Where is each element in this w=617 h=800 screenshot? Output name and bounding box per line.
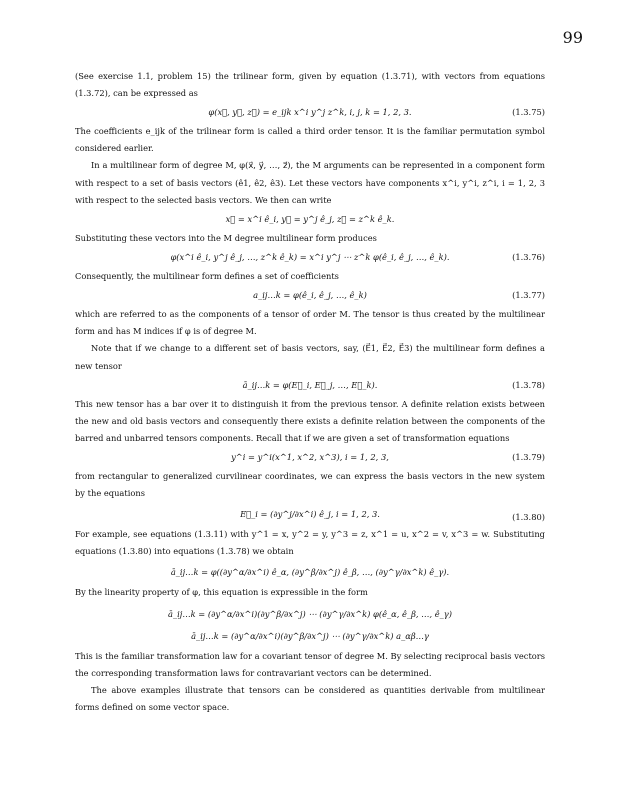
equation-linearity	[75, 604, 545, 624]
equation-1-3-76	[75, 249, 545, 266]
equation-text: ā_ij…k = φ((∂y^α/∂x^i) ê_α, (∂y^β/∂x^j) ê_β, …, (∂y^γ/∂x^k) ê_γ).	[170, 567, 450, 578]
equation-text: ā_ij…k = (∂y^α/∂x^i)(∂y^β/∂x^j) ⋯ (∂y^γ/∂x^k) a_αβ…γ	[191, 630, 429, 641]
equation-text: a_ij…k = φ(ê_i, ê_j, …, ê_k)	[253, 290, 367, 301]
paragraph-7: Note that if we change to a different set of basis vectors, say, (E⃗1, E⃗2, E⃗3) the multilinear form defines a new tensor	[75, 343, 545, 371]
paragraph-13: The above examples illustrate that tensors can be considered as quantities derivable from multilinear forms defined on some vector space.	[75, 684, 545, 712]
paragraph-11: By the linearity property of φ, this equation is expressible in the form	[75, 587, 368, 598]
equation-text: x⃗ = x^i ê_i, y⃗ = y^j ê_j, z⃗ = z^k ê_k.	[225, 213, 395, 224]
equation-text: E⃗_i = (∂y^j/∂x^i) ê_j, i = 1, 2, 3.	[240, 509, 380, 520]
equation-text: ā_ij…k = φ(E⃗_i, E⃗_j, …, E⃗_k).	[242, 379, 378, 390]
equation-text: φ(x⃗, y⃗, z⃗) = e_ijk x^i y^j z^k, i, j, k = 1, 2, 3.	[208, 107, 412, 118]
equation-number: (1.3.76)	[512, 251, 545, 262]
equation-number: (1.3.75)	[512, 107, 545, 118]
equation-text: y^i = y^i(x^1, x^2, x^3), i = 1, 2, 3,	[231, 451, 389, 462]
paragraph-4: Substituting these vectors into the M degree multilinear form produces	[75, 232, 377, 243]
equation-number: (1.3.79)	[512, 451, 545, 462]
page-body	[75, 68, 545, 716]
equation-1-3-75	[75, 104, 545, 121]
paragraph-5: Consequently, the multilinear form defines a set of coefficients	[75, 271, 339, 282]
paragraph-1: (See exercise 1.1, problem 15) the trilinear form, given by equation (1.3.71), with vectors from equations (1.3.72), can be expressed as	[75, 71, 545, 99]
paragraph-6: which are referred to as the components of a tensor of order M. The tensor is thus created by the multilinear form and has M indices if φ is of degree M.	[75, 309, 545, 337]
equation-substituted	[75, 562, 545, 582]
equation-text: ā_ij…k = (∂y^α/∂x^i)(∂y^β/∂x^j) ⋯ (∂y^γ/∂x^k) φ(ê_α, ê_β, …, ê_γ)	[168, 608, 452, 619]
equation-number: (1.3.77)	[512, 290, 545, 301]
equation-1-3-80	[75, 504, 545, 524]
equation-covariant-law	[75, 626, 545, 646]
paragraph-9: from rectangular to generalized curvilinear coordinates, we can express the basis vectors in the new system by the equations	[75, 471, 545, 499]
equation-1-3-78	[75, 377, 545, 394]
equation-1-3-79	[75, 449, 545, 466]
page-number: 99	[562, 28, 583, 47]
paragraph-3: In a multilinear form of degree M, φ(x⃗, y⃗, …, z⃗), the M arguments can be represented in a component form with respect to a set of basis vectors (ê1, ê2, ê3). Let these vectors have components x^i, y^i, z^i, i = 1, 2, 3 with respect to the selected basis vectors. We then can write	[75, 160, 545, 205]
paragraph-8: This new tensor has a bar over it to distinguish it from the previous tensor. A definite relation exists between the new and old basis vectors and consequently there exists a definite relation between the components of the barred and unbarred tensors components. Recall that if we are given a set of transformation equations	[75, 398, 545, 443]
equation-basis-expansion	[75, 211, 545, 228]
equation-text: φ(x^i ê_i, y^j ê_j, …, z^k ê_k) = x^i y^j ⋯ z^k φ(ê_i, ê_j, …, ê_k).	[170, 251, 450, 262]
paragraph-12: This is the familiar transformation law for a covariant tensor of degree M. By selecting reciprocal basis vectors the corresponding transformation laws for contravariant vectors can be determined.	[75, 650, 545, 678]
equation-1-3-77	[75, 287, 545, 304]
equation-number: (1.3.78)	[512, 379, 545, 390]
equation-number: (1.3.80)	[512, 512, 545, 523]
paragraph-2: The coefficients e_ijk of the trilinear form is called a third order tensor. It is the familiar permutation symbol considered earlier.	[75, 126, 545, 154]
paragraph-10: For example, see equations (1.3.11) with y^1 = x, y^2 = y, y^3 = z, x^1 = u, x^2 = v, x^3 = w. Substituting equations (1.3.80) into equations (1.3.78) we obtain	[75, 529, 545, 557]
